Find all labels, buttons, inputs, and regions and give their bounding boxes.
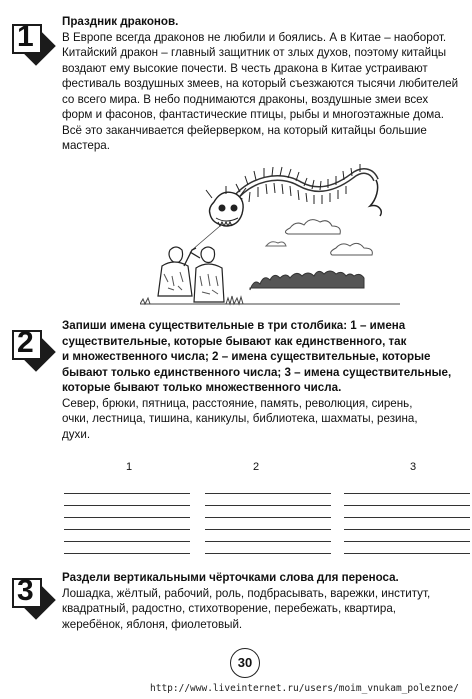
task-2-instruction-line: Запиши имена существительные в три столбика: 1 – имена [62,319,406,332]
column-number-2: 2 [253,461,260,473]
task-3-words-line: квадратный, радостно, стихотворение, перебежать, квартира, [62,602,397,615]
task-2-words-line: духи. [62,427,91,441]
task-2-instruction-line: и множественного числа; 2 – имена существительные, которые [62,350,431,363]
task-1-title: Праздник драконов. [62,15,179,28]
answer-line[interactable] [64,530,190,542]
answer-line[interactable] [344,482,470,494]
task-3-badge [10,572,56,618]
task-2-instruction-line: которые бывают только множественного числа. [62,381,342,394]
task-1-number: 1 [17,20,34,53]
answer-line[interactable] [64,506,190,518]
task-2-instruction-line: существительные, которые бывают как единственного, так [62,334,407,348]
answer-line[interactable] [64,482,190,494]
task-1-line: В Европе всегда драконов не любили и боялись. А в Китае – наоборот. [62,30,447,44]
column-number-1: 1 [126,461,133,473]
answer-line[interactable] [64,518,190,530]
answer-line[interactable] [344,506,470,518]
page-number: 30 [230,648,260,678]
answer-line[interactable] [205,518,331,530]
task-1-text [62,14,470,154]
task-3-words-line: Лошадка, жёлтый, рабочий, роль, подбрасывать, варежки, институт, [62,586,431,600]
task-3-text [62,570,470,632]
task-1-line: мастера. [62,139,110,152]
answer-column-2[interactable] [205,482,331,554]
task-2-instruction-line: бывают только единственного числа; 3 – имена существительные, [62,365,452,379]
answer-line[interactable] [205,482,331,494]
answer-column-3[interactable] [344,482,470,554]
answer-line[interactable] [344,530,470,542]
task-3-words-line: жеребёнок, яблоня, фиолетовый. [62,617,243,631]
task-2-words-line: Север, брюки, пятница, расстояние, память, революция, сирень, [62,396,413,410]
task-1-line: форм и фасонов, фантастические птицы, рыбы и многоэтажные дома. [62,108,444,121]
footer-url[interactable]: http://www.liveinternet.ru/users/moim_vnukam_poleznoe/ [150,683,459,694]
task-1-line: Китайский дракон – главный защитник от злых духов, поэтому китайцы [62,46,447,59]
answer-line[interactable] [344,518,470,530]
answer-column-1[interactable] [64,482,190,554]
column-number-3: 3 [410,461,417,473]
task-1-line: фестиваль воздушных змеев, на который съезжаются тысячи любителей [62,77,459,90]
task-1-badge [10,18,56,64]
answer-line[interactable] [205,542,331,554]
task-2-text [62,318,470,442]
task-3-number: 3 [17,574,34,607]
task-3-instruction: Раздели вертикальными чёрточками слова для переноса. [62,571,399,584]
answer-line[interactable] [205,494,331,506]
answer-line[interactable] [205,530,331,542]
answer-line[interactable] [205,506,331,518]
task-1-line: Всё это заканчивается фейерверком, на который китайцы большие [62,123,427,137]
answer-line[interactable] [64,542,190,554]
task-1-line: воздают ему высокие почести. В честь дракона в Китае устраивают [62,61,428,75]
answer-line[interactable] [344,494,470,506]
task-1-line: со всего мира. В небо поднимаются драконы, воздушные змеи всех [62,92,429,106]
task-2-number: 2 [17,326,34,359]
task-2-badge [10,324,56,370]
task-2-words-line: очки, лестница, тишина, каникулы, библиотека, шахматы, резина, [62,412,418,425]
answer-line[interactable] [344,542,470,554]
answer-line[interactable] [64,494,190,506]
dragon-kite-illustration [140,158,400,310]
